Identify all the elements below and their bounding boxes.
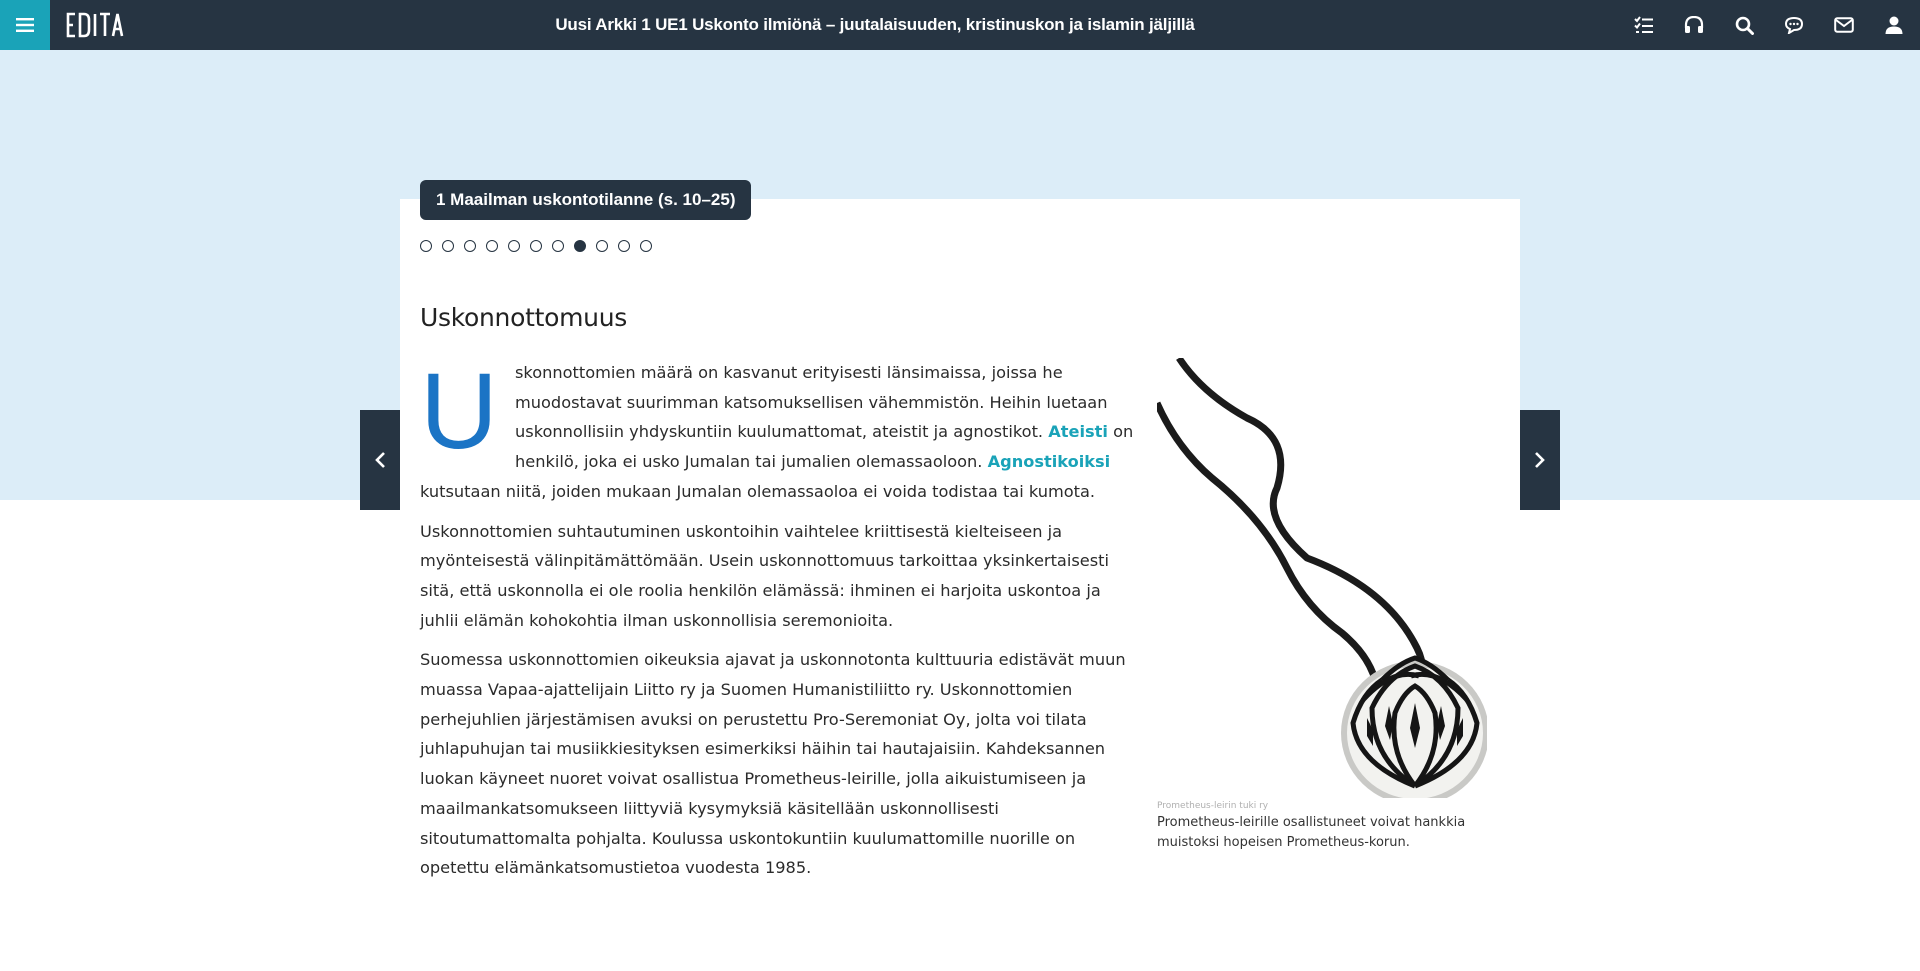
mail-button[interactable] — [1824, 0, 1864, 50]
page-dot-11[interactable] — [640, 240, 652, 252]
paragraph-3: Suomessa uskonnottomien oikeuksia ajavat ja uskonnotonta kulttuuria edistävät muun muassa Vapaa-ajattelijain Liitto ry ja Suomen Humanistiliitto ry. Uskonnottomien perhejuhlien järjestämisen avuksi on perustettu Pro-Seremoniat Oy, jolta voi tilata juhlapuhujan tai musiikkiesityksen esimerkiksi häihin tai hautajaisiin. Kahdeksannen luokan käyneet nuoret voivat osallistua Prometheus-leirille, jolla aikuistumiseen ja maailmankatsomukseen liittyviä kysymyksiä käsitellään uskonnollisesti sitoutumattomalta pohjalta. Koulussa uskontokuntiin kuulumattomille nuorille on opetettu elämänkatsomustietoa vuodesta 1985. — [420, 650, 1126, 878]
page-dot-3[interactable] — [464, 240, 476, 252]
logo-mark — [66, 12, 124, 38]
paragraph-1-text-b: on henkilö, joka ei usko Jumalan tai jumalien olemassaoloon. — [515, 422, 1134, 472]
chevron-right-icon — [1534, 451, 1546, 469]
hamburger-icon — [16, 17, 34, 33]
figure — [1157, 358, 1487, 853]
user-icon — [1885, 16, 1903, 34]
page-dot-1[interactable] — [420, 240, 432, 252]
previous-page-button[interactable] — [360, 410, 400, 510]
page-dot-7[interactable] — [552, 240, 564, 252]
page-dot-5[interactable] — [508, 240, 520, 252]
edita-logo[interactable] — [66, 12, 124, 38]
section-title: Uskonnottomuus — [420, 303, 627, 332]
user-button[interactable] — [1874, 0, 1914, 50]
audio-button[interactable] — [1674, 0, 1714, 50]
menu-button[interactable] — [0, 0, 50, 50]
search-button[interactable] — [1724, 0, 1764, 50]
checklist-icon — [1634, 16, 1654, 34]
headphones-icon — [1684, 16, 1704, 34]
checklist-button[interactable] — [1624, 0, 1664, 50]
search-icon — [1735, 16, 1754, 35]
page-dot-2[interactable] — [442, 240, 454, 252]
chevron-left-icon — [374, 451, 386, 469]
article-body — [420, 350, 1135, 893]
paragraph-1-text-a: skonnottomien määrä on kasvanut erityisesti länsimaissa, joissa he muodostavat suurimman katsomuksellisen vähemmistön. Heihin luetaan uskonnollisiin yhdyskuntiin kuulumattomat, ateistit ja agnostikot. — [515, 363, 1108, 442]
mail-icon — [1834, 17, 1854, 33]
drop-cap: U — [420, 350, 498, 471]
chapter-label[interactable]: 1 Maailman uskontotilanne (s. 10–25) — [420, 180, 751, 220]
page-dot-10[interactable] — [618, 240, 630, 252]
glossary-term-ateisti[interactable]: Ateisti — [1048, 422, 1108, 442]
next-page-button[interactable] — [1520, 410, 1560, 510]
comments-icon — [1784, 16, 1804, 34]
glossary-term-agnostikoiksi[interactable]: Agnostikoiksi — [987, 452, 1111, 472]
page-dot-9[interactable] — [596, 240, 608, 252]
image-caption: Prometheus-leirille osallistuneet voivat hankkia muistoksi hopeisen Prometheus-korun. — [1157, 815, 1466, 850]
page-dot-6[interactable] — [530, 240, 542, 252]
paragraph-2: Uskonnottomien suhtautuminen uskontoihin vaihtelee kriittisestä kielteiseen ja myönteisestä välinpitämättömään. Usein uskonnottomuus tarkoittaa yksinkertaisesti sitä, että uskonnolla ei ole roolia henkilön elämässä: ihminen ei harjoita uskontoa ja juhlii elämän kohokohtia ilman uskonnollisia seremonioita. — [420, 521, 1110, 630]
page-title: Uusi Arkki 1 UE1 Uskonto ilmiönä – juutalaisuuden, kristinuskon ja islamin jäljillä — [555, 15, 1195, 34]
page-indicator — [420, 240, 652, 252]
paragraph-1 — [420, 350, 1135, 507]
top-bar — [0, 0, 1920, 50]
paragraph-1-text-c: kutsutaan niitä, joiden mukaan Jumalan olemassaoloa ei voida todistaa tai kumota. — [420, 481, 1096, 501]
image-credit: Prometheus-leirin tuki ry — [1157, 801, 1269, 811]
pendant-image[interactable] — [1157, 358, 1487, 798]
pendant-illustration — [1157, 358, 1487, 798]
page-dot-8[interactable] — [574, 240, 586, 252]
comments-button[interactable] — [1774, 0, 1814, 50]
page-dot-4[interactable] — [486, 240, 498, 252]
